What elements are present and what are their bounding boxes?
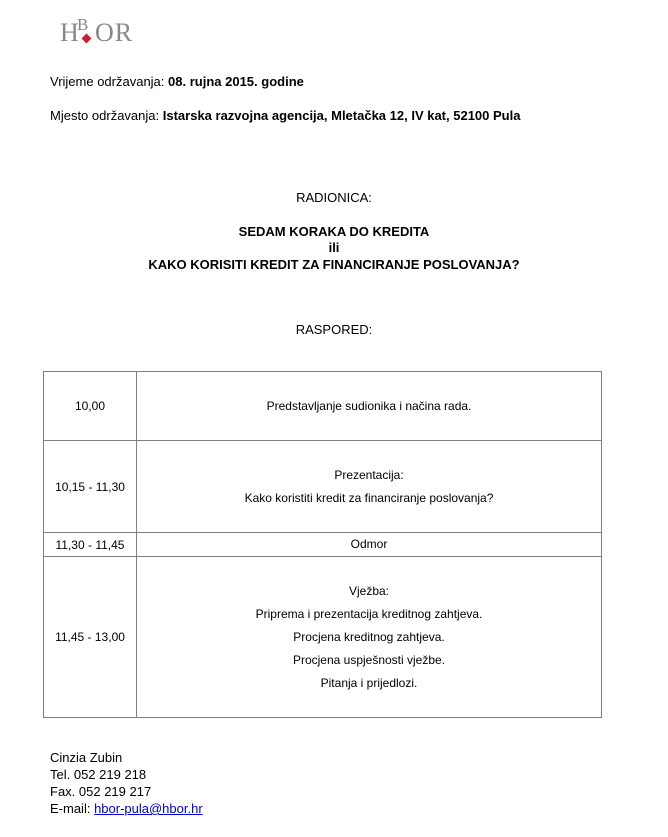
schedule-time: 10,15 - 11,30 [44,441,137,533]
date-value: 08. rujna 2015. godine [168,74,304,89]
schedule-time: 11,45 - 13,00 [44,557,137,718]
schedule-activity [137,557,602,718]
activity-line: Procjena kreditnog zahtjeva. [293,629,445,644]
date-label: Vrijeme održavanja: [50,74,165,89]
contact-email-line [50,800,203,817]
contact-name: Cinzia Zubin [50,750,123,765]
workshop-label: RADIONICA: [296,190,372,205]
workshop-title-or: ili [328,240,340,255]
activity-line: Pitanja i prijedlozi. [320,675,418,690]
schedule-activity [137,533,602,557]
place-line [50,108,520,123]
workshop-title-2: KAKO KORISITI KREDIT ZA FINANCIRANJE POSLOVANJA? [148,257,520,272]
activity-line: Odmor [350,537,388,551]
place-value: Istarska razvojna agencija, Mletačka 12, IV kat, 52100 Pula [162,108,521,123]
table-row [44,557,602,718]
logo-letter-h: H [60,18,80,47]
contact-fax: Fax. 052 219 217 [50,784,152,799]
workshop-title-1: SEDAM KORAKA DO KREDITA [238,224,430,239]
schedule-table [43,371,602,718]
activity-line: Prezentacija: [334,467,404,482]
activity-line: Predstavljanje sudionika i načina rada. [266,398,472,413]
logo-letter-b: B [77,15,90,34]
place-label: Mjesto održavanja: [50,108,160,123]
table-row [44,372,602,441]
schedule-time: 11,30 - 11,45 [44,533,137,557]
activity-line: Priprema i prezentacija kreditnog zahtjeva. [255,606,483,621]
activity-line: Kako koristiti kredit za financiranje poslovanja? [244,490,494,505]
logo-diamond-icon [82,34,92,44]
activity-line: Vježba: [348,583,390,598]
schedule-label: RASPORED: [295,322,373,337]
date-line [50,74,304,89]
schedule-time: 10,00 [44,372,137,441]
hbor-logo [60,16,140,48]
email-label: E-mail: [50,801,95,816]
activity-line: Procjena uspješnosti vježbe. [292,652,446,667]
schedule-activity [137,372,602,441]
schedule-activity [137,441,602,533]
contact-tel: Tel. 052 219 218 [50,767,147,782]
email-link[interactable]: hbor-pula@hbor.hr [94,801,203,816]
table-row [44,441,602,533]
logo-letters-or: OR [95,18,134,47]
table-row [44,533,602,557]
contact-block [50,749,203,817]
